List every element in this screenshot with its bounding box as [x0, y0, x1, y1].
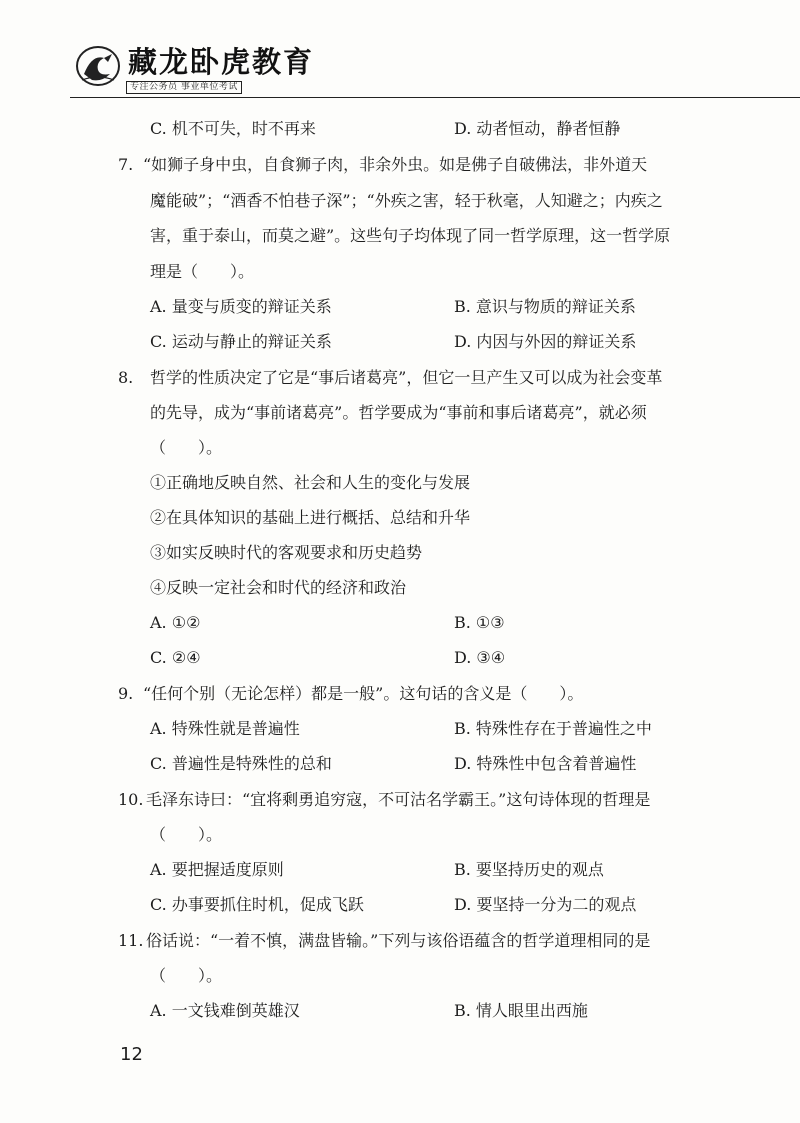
q8-option-a: A. ①② [150, 613, 201, 632]
q7-option-d: D. 内因与外因的辩证关系 [454, 332, 637, 351]
q11-option-a: A. 一文钱难倒英雄汉 [150, 1001, 300, 1020]
q8-stem-line: （ ）。 [150, 438, 223, 457]
q7-option-c: C. 运动与静止的辩证关系 [150, 332, 332, 351]
q10-option-c: C. 办事要抓住时机，促成飞跃 [150, 895, 364, 914]
q8-option-c: C. ②④ [150, 648, 201, 667]
q10-option-b: B. 要坚持历史的观点 [454, 860, 604, 879]
q8-number: 8. [118, 368, 134, 387]
q10-stem-line: 毛泽东诗曰：“宜将剩勇追穷寇，不可沽名学霸王。”这句诗体现的哲理是 [146, 790, 651, 809]
q8-option-d: D. ③④ [454, 648, 506, 667]
q9-option-c: C. 普遍性是特殊性的总和 [150, 754, 332, 773]
q8-statement-1: ①正确地反映自然、社会和人生的变化与发展 [150, 473, 471, 492]
q7-stem-line: “如狮子身中虫，自食狮子肉，非余外虫。如是佛子自破佛法，非外道天 [143, 155, 648, 174]
q11-stem-line: （ ）。 [150, 966, 223, 985]
q11-stem-line: 俗话说：“一着不慎，满盘皆输。”下列与该俗语蕴含的哲学道理相同的是 [146, 931, 651, 950]
q11-option-b: B. 情人眼里出西施 [454, 1001, 588, 1020]
q9-option-d: D. 特殊性中包含着普遍性 [454, 754, 637, 773]
q7-stem-line: 魔能破”；“酒香不怕巷子深”；“外疾之害，轻于秋毫，人知避之；内疾之 [150, 191, 663, 210]
q6-option-d: D. 动者恒动，静者恒静 [454, 119, 621, 138]
brand-slogan: 专注公务员 事业单位考试 [126, 81, 242, 94]
q9-option-b: B. 特殊性存在于普遍性之中 [454, 719, 652, 738]
q9-number: 9. [118, 684, 134, 703]
q10-number: 10. [118, 790, 144, 809]
brand-name: 藏龙卧虎教育 [128, 45, 315, 79]
q9-option-a: A. 特殊性就是普遍性 [150, 719, 300, 738]
q10-option-a: A. 要把握适度原则 [150, 860, 284, 879]
q8-statement-2: ②在具体知识的基础上进行概括、总结和升华 [150, 508, 471, 527]
page-header [0, 0, 800, 100]
header-divider [70, 97, 800, 98]
q8-statement-4: ④反映一定社会和时代的经济和政治 [150, 578, 407, 597]
q8-statement-3: ③如实反映时代的客观要求和历史趋势 [150, 543, 423, 562]
q8-stem-line: 哲学的性质决定了它是“事后诸葛亮”，但它一旦产生又可以成为社会变革 [150, 368, 663, 387]
brand-logo-icon [74, 44, 122, 88]
q9-stem-line: “任何个别（无论怎样）都是一般”。这句话的含义是（ ）。 [143, 684, 584, 703]
q7-option-a: A. 量变与质变的辩证关系 [150, 297, 332, 316]
page-number: 12 [120, 1044, 143, 1065]
q11-number: 11. [118, 931, 144, 950]
q7-number: 7. [118, 155, 134, 174]
q7-option-b: B. 意识与物质的辩证关系 [454, 297, 636, 316]
q7-stem-line: 理是（ ）。 [150, 262, 255, 281]
q8-option-b: B. ①③ [454, 613, 505, 632]
q10-stem-line: （ ）。 [150, 825, 223, 844]
q6-option-c: C. 机不可失，时不再来 [150, 119, 316, 138]
q8-stem-line: 的先导，成为“事前诸葛亮”。哲学要成为“事前和事后诸葛亮”，就必须 [150, 403, 647, 422]
q10-option-d: D. 要坚持一分为二的观点 [454, 895, 637, 914]
q7-stem-line: 害，重于泰山，而莫之避”。这些句子均体现了同一哲学原理，这一哲学原 [150, 226, 671, 245]
